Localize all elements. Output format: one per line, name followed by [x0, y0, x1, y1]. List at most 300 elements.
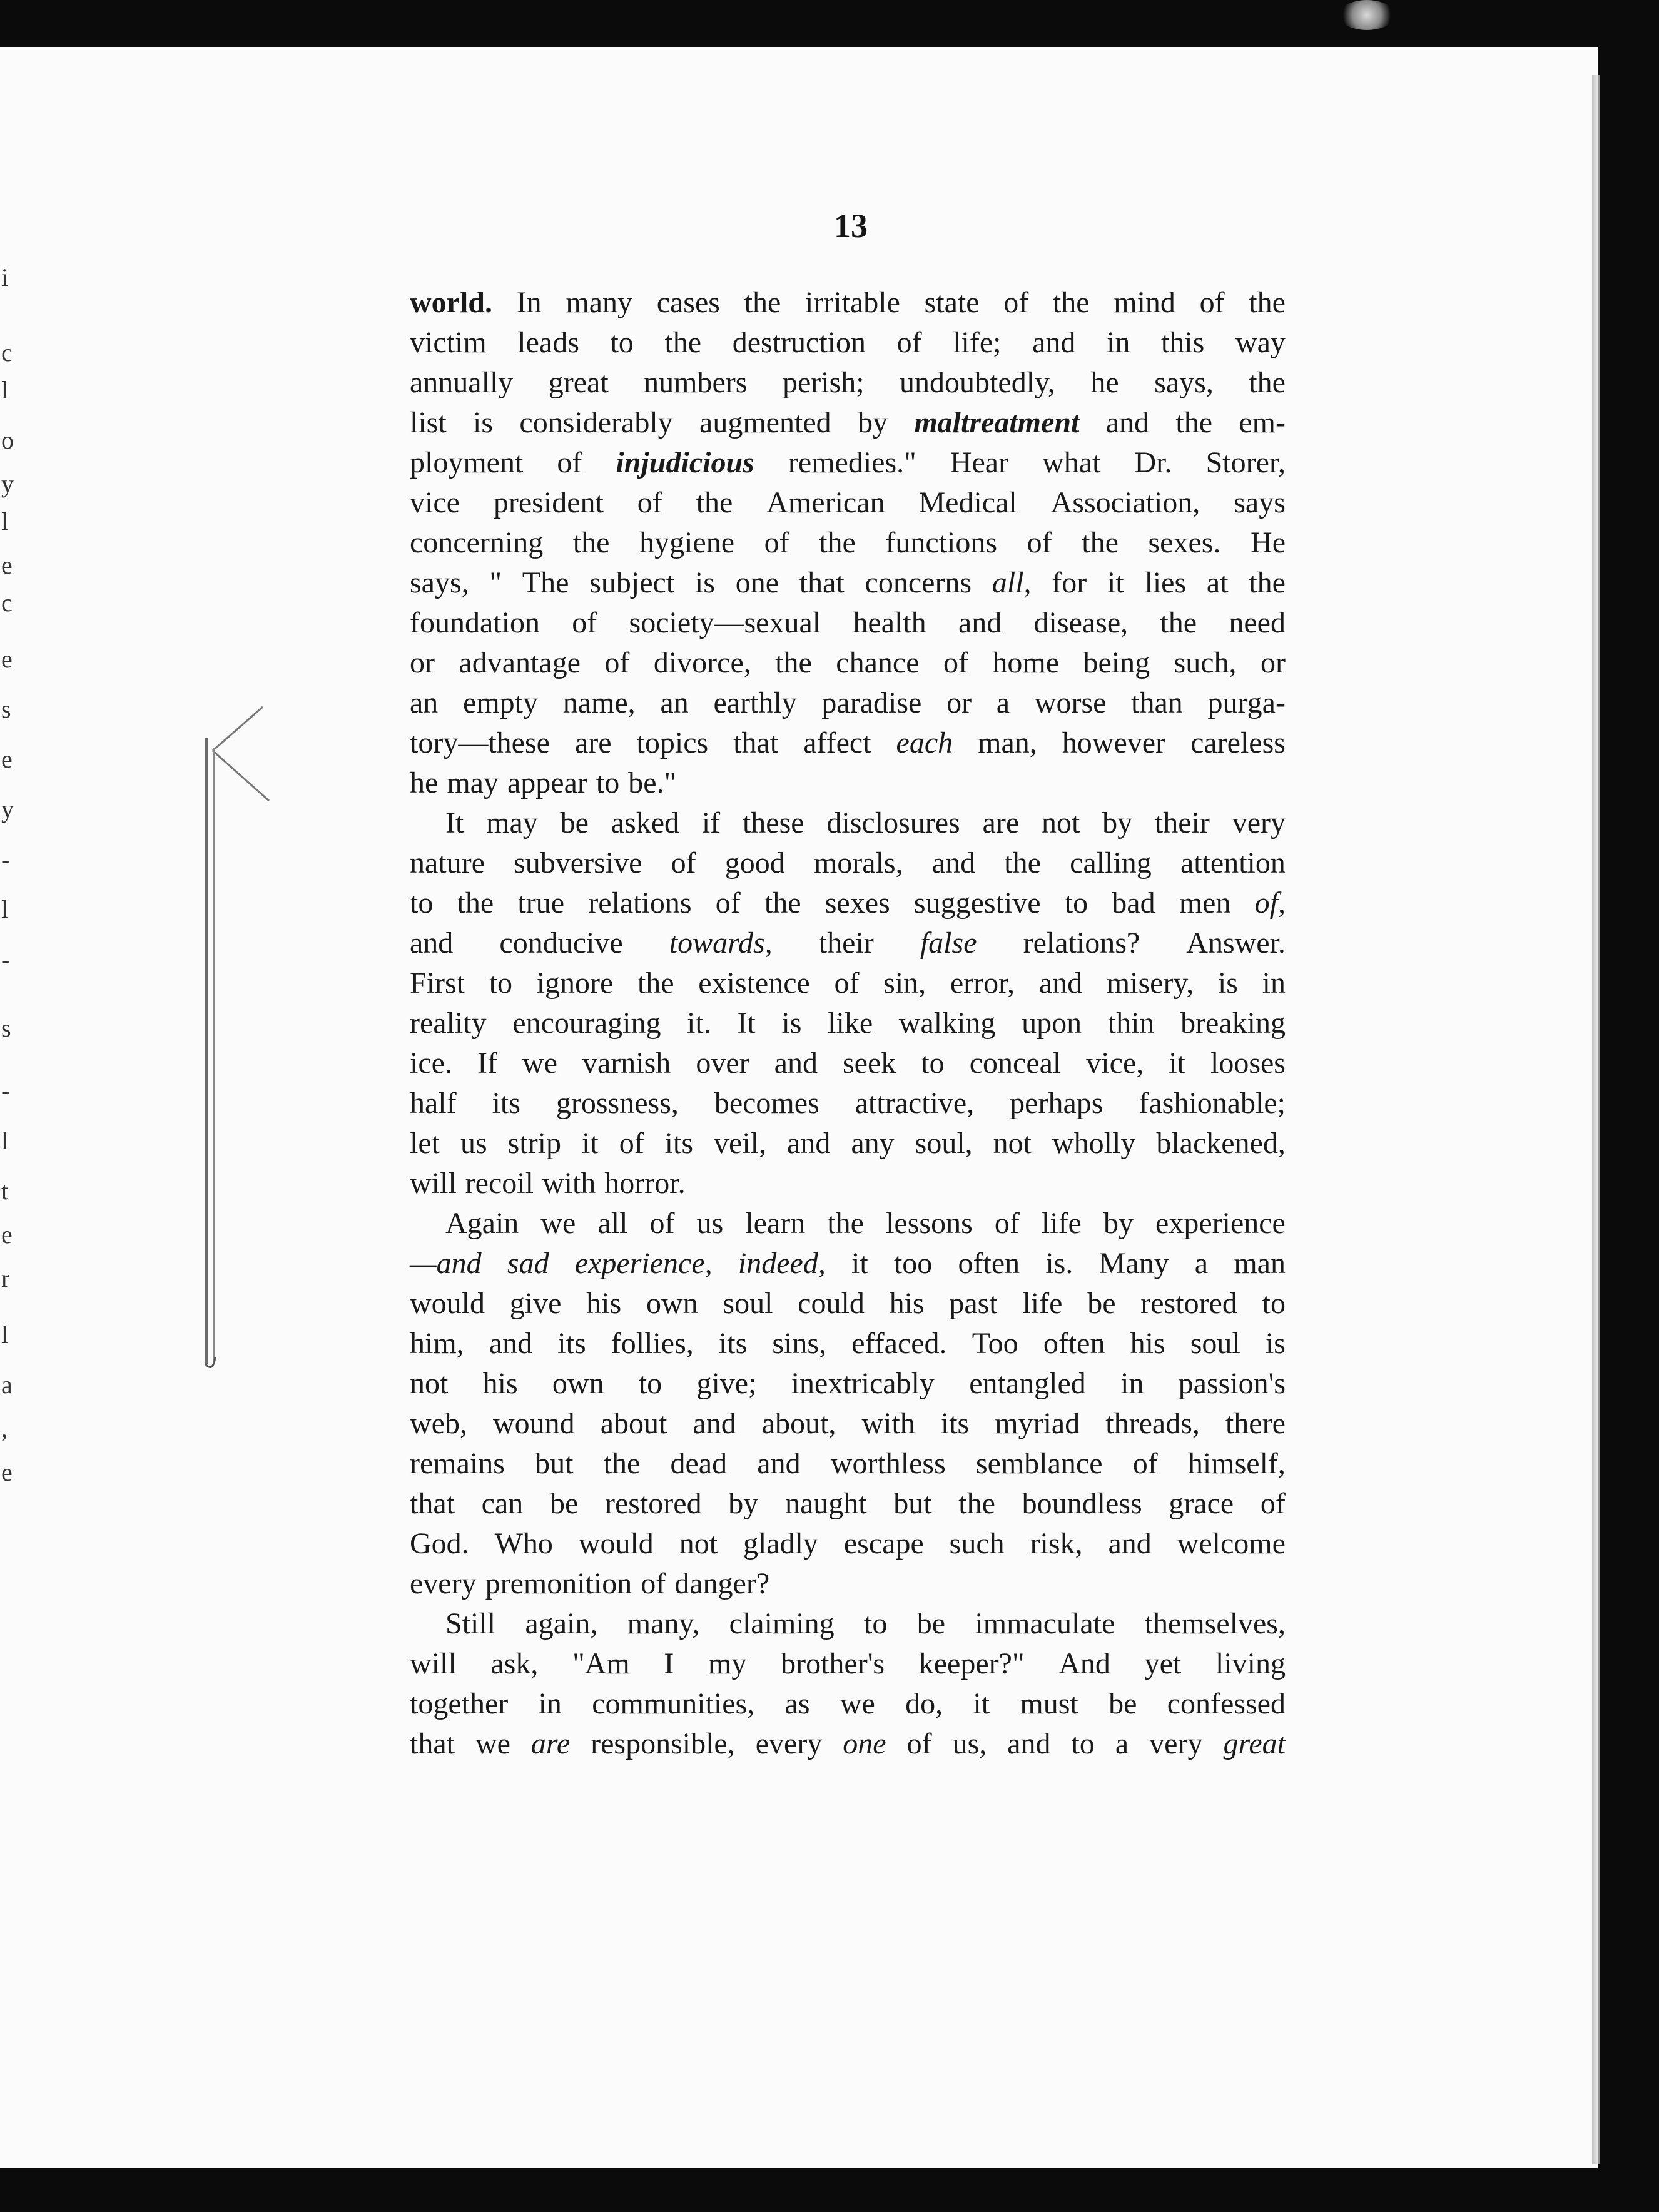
word: wound: [493, 1407, 575, 1440]
word: man: [1234, 1247, 1286, 1280]
word: vice,: [1086, 1047, 1144, 1080]
word: each: [896, 726, 953, 759]
word: cases: [656, 286, 720, 319]
word: it: [1107, 566, 1124, 599]
word: thin: [1107, 1007, 1155, 1040]
bleed-char: l: [1, 895, 9, 923]
word: of,: [1254, 886, 1286, 920]
word: in: [1120, 1367, 1144, 1400]
word: subject: [589, 566, 675, 599]
word: false: [920, 926, 977, 960]
word: the: [775, 646, 812, 679]
text-line: [410, 1404, 1286, 1444]
word: a: [1115, 1727, 1129, 1760]
word: sexes: [824, 886, 890, 920]
word: that: [410, 1487, 455, 1520]
word: the: [637, 966, 674, 1000]
word: can: [481, 1487, 524, 1520]
word: In: [516, 286, 542, 319]
scan-blemish: [1339, 0, 1395, 30]
word: be: [560, 806, 589, 840]
word: his: [586, 1287, 622, 1320]
word: towards,: [669, 926, 773, 960]
word: It: [445, 806, 464, 840]
word: responsible,: [591, 1727, 735, 1760]
word: there: [1225, 1407, 1286, 1440]
word: risk,: [1030, 1527, 1083, 1560]
word: the: [819, 526, 856, 559]
word: earthly: [713, 686, 797, 719]
bleed-char: ,: [1, 1414, 8, 1443]
word: disclosures: [826, 806, 960, 840]
bleed-char: e: [1, 1458, 13, 1486]
text-line: [410, 323, 1286, 363]
word: concerning: [410, 526, 544, 559]
word: it.: [687, 1007, 711, 1040]
word: every: [410, 1567, 477, 1600]
word: often: [958, 1247, 1020, 1280]
word: I: [664, 1647, 674, 1680]
text-line: [410, 1364, 1286, 1404]
word: are: [574, 726, 612, 759]
word: will: [410, 1167, 457, 1200]
text-line: [410, 1484, 1286, 1524]
word: threads,: [1105, 1407, 1200, 1440]
word: Association,: [1050, 486, 1200, 519]
page-number: 13: [834, 207, 868, 245]
word: morals,: [813, 846, 903, 880]
text-line: [410, 1684, 1286, 1724]
word: to: [489, 966, 513, 1000]
bleed-char: -: [1, 945, 10, 973]
word: paradise: [821, 686, 922, 719]
word: is: [473, 406, 494, 439]
word: give: [509, 1287, 562, 1320]
word: nature: [410, 846, 485, 880]
facing-page-bleed: [0, 263, 19, 1827]
word: and: [1007, 1727, 1051, 1760]
bleed-char: c: [1, 338, 13, 367]
word: not: [410, 1367, 449, 1400]
word: very: [1232, 806, 1286, 840]
word: indeed,: [738, 1247, 826, 1280]
bleed-char: s: [1, 695, 11, 723]
bleed-char: i: [1, 263, 9, 292]
word: great: [548, 366, 609, 399]
word: for: [1052, 566, 1087, 599]
word: their: [1154, 806, 1210, 840]
word: need: [1229, 606, 1286, 639]
word: be.": [628, 766, 677, 799]
word: my: [708, 1647, 747, 1680]
word: Answer.: [1186, 926, 1286, 960]
word: Still: [445, 1607, 496, 1640]
word: dead: [670, 1447, 728, 1480]
bleed-char: e: [1, 645, 13, 673]
bleed-char: t: [1, 1177, 9, 1205]
word: effaced.: [851, 1327, 947, 1360]
word: ice.: [410, 1047, 452, 1080]
word: ployment: [410, 446, 524, 479]
word: by: [1102, 806, 1133, 840]
word: list: [410, 406, 447, 439]
word: would: [578, 1527, 654, 1560]
word: and: [757, 1447, 801, 1480]
word: maltreatment: [914, 406, 1080, 439]
word: of: [1003, 286, 1029, 319]
text-line: [410, 963, 1286, 1003]
word: breaking: [1180, 1007, 1286, 1040]
word: First: [410, 966, 465, 1000]
word: of: [637, 486, 662, 519]
word: to: [1262, 1287, 1286, 1320]
text-line: [410, 1604, 1286, 1644]
word: of: [715, 886, 741, 920]
word: life: [1022, 1287, 1063, 1320]
word: experience,: [574, 1247, 713, 1280]
word: as: [784, 1687, 810, 1720]
word: and: [774, 1047, 818, 1080]
word: and: [410, 926, 454, 960]
word: are: [530, 1727, 571, 1760]
text-line: [410, 443, 1286, 483]
bleed-char: e: [1, 1220, 13, 1249]
word: seek: [843, 1047, 896, 1080]
word: hygiene: [639, 526, 735, 559]
word: gladly: [743, 1527, 818, 1560]
text-line: [410, 483, 1286, 523]
word: half: [410, 1087, 457, 1120]
word: the: [958, 1487, 995, 1520]
word: life: [1041, 1207, 1082, 1240]
word: functions: [885, 526, 998, 559]
word: annually: [410, 366, 514, 399]
word: such: [949, 1527, 1005, 1560]
word: not: [679, 1527, 718, 1560]
text-line: [410, 1724, 1286, 1764]
word: but: [535, 1447, 574, 1480]
word: too: [893, 1247, 933, 1280]
word: brother's: [781, 1647, 885, 1680]
word: naught: [784, 1487, 867, 1520]
word: society—sexual: [629, 606, 821, 639]
word: is: [1217, 966, 1238, 1000]
word: foundation: [410, 606, 540, 639]
word: own: [646, 1287, 698, 1320]
word: to: [410, 886, 434, 920]
word: himself,: [1187, 1447, 1286, 1480]
word: worse: [1034, 686, 1107, 719]
word: health: [853, 606, 926, 639]
word: wholly: [1052, 1127, 1136, 1160]
word: his: [482, 1367, 518, 1400]
word: the: [827, 1207, 864, 1240]
word: or: [410, 646, 435, 679]
word: vice: [410, 486, 460, 519]
word: soul,: [915, 1127, 973, 1160]
word: leads: [517, 326, 579, 359]
bleed-char: -: [1, 1077, 10, 1105]
word: of: [1260, 1487, 1286, 1520]
word: Too: [972, 1327, 1018, 1360]
text-line: [410, 1324, 1286, 1364]
word: are: [982, 806, 1020, 840]
word: to: [1071, 1727, 1095, 1760]
word: asked: [611, 806, 680, 840]
word: name,: [562, 686, 636, 719]
word: calling: [1070, 846, 1152, 880]
word: danger?: [674, 1567, 770, 1600]
word: the: [1175, 406, 1213, 439]
word: becomes: [714, 1087, 819, 1120]
word: may: [447, 766, 499, 799]
word: reality: [410, 1007, 487, 1040]
word: over: [696, 1047, 749, 1080]
word: the: [603, 1447, 641, 1480]
word: Many: [1098, 1247, 1169, 1280]
text-line: [410, 603, 1286, 643]
word: world.: [410, 286, 492, 319]
word: perish;: [782, 366, 865, 399]
word: error,: [950, 966, 1015, 1000]
word: is: [781, 1007, 802, 1040]
bleed-char: o: [1, 426, 14, 454]
text-line: [410, 1524, 1286, 1564]
word: however: [1062, 726, 1166, 759]
word: one: [735, 566, 779, 599]
word: Storer,: [1205, 446, 1286, 479]
word: any: [851, 1127, 895, 1160]
word: conceal: [969, 1047, 1062, 1080]
word: em-: [1239, 406, 1286, 439]
word: the: [1052, 286, 1090, 319]
text-line: [410, 803, 1286, 843]
text-line: [410, 523, 1286, 563]
word: him,: [410, 1327, 464, 1360]
word: topics: [636, 726, 709, 759]
word: victim: [410, 326, 487, 359]
word: concerns: [865, 566, 972, 599]
text-line: [410, 283, 1286, 323]
word: misery,: [1106, 966, 1194, 1000]
word: The: [522, 566, 569, 599]
word: confessed: [1167, 1687, 1286, 1720]
text-line: [410, 683, 1286, 723]
word: the: [696, 486, 733, 519]
word: strip: [507, 1127, 562, 1160]
word: the: [1160, 606, 1197, 639]
word: his: [889, 1287, 925, 1320]
word: of: [896, 326, 922, 359]
word: its: [718, 1327, 748, 1360]
word: would: [410, 1287, 485, 1320]
word: worthless: [830, 1447, 946, 1480]
word: learn: [745, 1207, 806, 1240]
word: soul: [1190, 1327, 1240, 1360]
word: sins,: [772, 1327, 827, 1360]
word: lessons: [886, 1207, 973, 1240]
word: and: [1038, 966, 1083, 1000]
word: Dr.: [1134, 446, 1172, 479]
word: the: [1249, 286, 1286, 319]
page-edge-shadow: [1592, 75, 1600, 2164]
word: appear: [507, 766, 587, 799]
word: home: [992, 646, 1060, 679]
text-line: [410, 1444, 1286, 1484]
word: considerably: [519, 406, 673, 439]
word: and: [1032, 326, 1076, 359]
word: the: [1249, 366, 1286, 399]
word: disease,: [1033, 606, 1129, 639]
word: says: [1234, 486, 1286, 519]
word: life;: [953, 326, 1002, 359]
text-line: [410, 923, 1286, 963]
word: by: [1103, 1207, 1134, 1240]
word: its: [492, 1087, 520, 1120]
word: than: [1131, 686, 1183, 719]
word: we: [540, 1207, 576, 1240]
bleed-char: -: [1, 845, 10, 873]
word: its: [664, 1127, 694, 1160]
word: such,: [1174, 646, 1237, 679]
word: He: [1251, 526, 1286, 559]
word: sin,: [883, 966, 926, 1000]
text-line: [410, 1244, 1286, 1284]
word: the: [1249, 566, 1286, 599]
bleed-char: y: [1, 795, 14, 823]
word: relations: [588, 886, 692, 920]
word: every: [755, 1727, 823, 1760]
word: to: [1064, 886, 1088, 920]
word: he: [410, 766, 439, 799]
word: again,: [525, 1607, 598, 1640]
word: the: [1004, 846, 1041, 880]
word: ask,: [490, 1647, 539, 1680]
word: horror.: [604, 1167, 686, 1200]
word: of: [1027, 526, 1052, 559]
word: American: [766, 486, 885, 519]
word: of: [834, 966, 860, 1000]
word: looses: [1210, 1047, 1286, 1080]
word: to: [863, 1607, 888, 1640]
word: varnish: [582, 1047, 671, 1080]
word: of: [572, 606, 597, 639]
word: great: [1223, 1727, 1286, 1760]
word: being: [1083, 646, 1150, 679]
word: all: [597, 1207, 628, 1240]
word: irritable: [804, 286, 900, 319]
word: it: [973, 1687, 990, 1720]
word: blackened,: [1156, 1127, 1286, 1160]
word: ": [489, 566, 502, 599]
word: veil,: [714, 1127, 767, 1160]
word: of: [649, 1207, 675, 1240]
bleed-char: l: [1, 376, 9, 404]
word: attractive,: [855, 1087, 975, 1120]
word: subversive: [514, 846, 642, 880]
word: walking: [898, 1007, 996, 1040]
word: divorce,: [653, 646, 751, 679]
word: to: [596, 766, 620, 799]
word: soul: [723, 1287, 773, 1320]
word: do,: [905, 1687, 943, 1720]
word: or: [1260, 646, 1286, 679]
word: to: [610, 326, 634, 359]
word: not: [1041, 806, 1080, 840]
word: it: [1169, 1047, 1185, 1080]
word: a: [996, 686, 1010, 719]
word: perhaps: [1010, 1087, 1103, 1120]
word: what: [1042, 446, 1101, 479]
word: these: [742, 806, 804, 840]
word: tory—these: [410, 726, 550, 759]
word: at: [1206, 566, 1229, 599]
word: grace: [1169, 1487, 1234, 1520]
word: the: [744, 286, 781, 319]
word: often: [1043, 1327, 1105, 1360]
bleed-char: y: [1, 470, 14, 498]
word: many: [566, 286, 632, 319]
text-line: [410, 1043, 1286, 1083]
bleed-char: c: [1, 589, 13, 617]
word: of: [943, 646, 968, 679]
word: with: [861, 1407, 915, 1440]
word: attention: [1180, 846, 1286, 880]
word: semblance: [975, 1447, 1103, 1480]
word: bad: [1112, 886, 1155, 920]
word: give;: [696, 1367, 757, 1400]
word: It: [737, 1007, 756, 1040]
word: about,: [761, 1407, 836, 1440]
word: of: [604, 646, 630, 679]
word: conducive: [499, 926, 623, 960]
word: of: [1132, 1447, 1158, 1480]
word: yet: [1144, 1647, 1182, 1680]
text-line: [410, 763, 1286, 803]
word: the: [664, 326, 702, 359]
bleed-char: s: [1, 1014, 11, 1042]
word: —and: [410, 1247, 482, 1280]
text-line: [410, 1083, 1286, 1124]
word: advantage: [459, 646, 581, 679]
word: must: [1020, 1687, 1078, 1720]
word: state: [924, 286, 980, 319]
word: to: [921, 1047, 945, 1080]
word: restored: [604, 1487, 702, 1520]
text-line: [410, 1284, 1286, 1324]
word: mind: [1114, 286, 1175, 319]
word: us: [696, 1207, 724, 1240]
word: keeper?": [918, 1647, 1025, 1680]
word: it: [851, 1247, 868, 1280]
word: many,: [627, 1607, 700, 1640]
word: their: [818, 926, 874, 960]
word: be: [916, 1607, 946, 1640]
body-text: [410, 283, 1286, 1764]
word: and: [787, 1127, 831, 1160]
word: restored: [1140, 1287, 1237, 1320]
bleed-char: l: [1, 1127, 9, 1155]
text-line: [410, 643, 1286, 683]
word: man,: [978, 726, 1037, 759]
word: but: [893, 1487, 932, 1520]
word: entangled: [969, 1367, 1086, 1400]
bleed-char: e: [1, 551, 13, 579]
word: this: [1160, 326, 1205, 359]
text-line: [410, 363, 1286, 403]
binding-mark: [188, 701, 282, 1376]
word: the: [764, 886, 801, 920]
